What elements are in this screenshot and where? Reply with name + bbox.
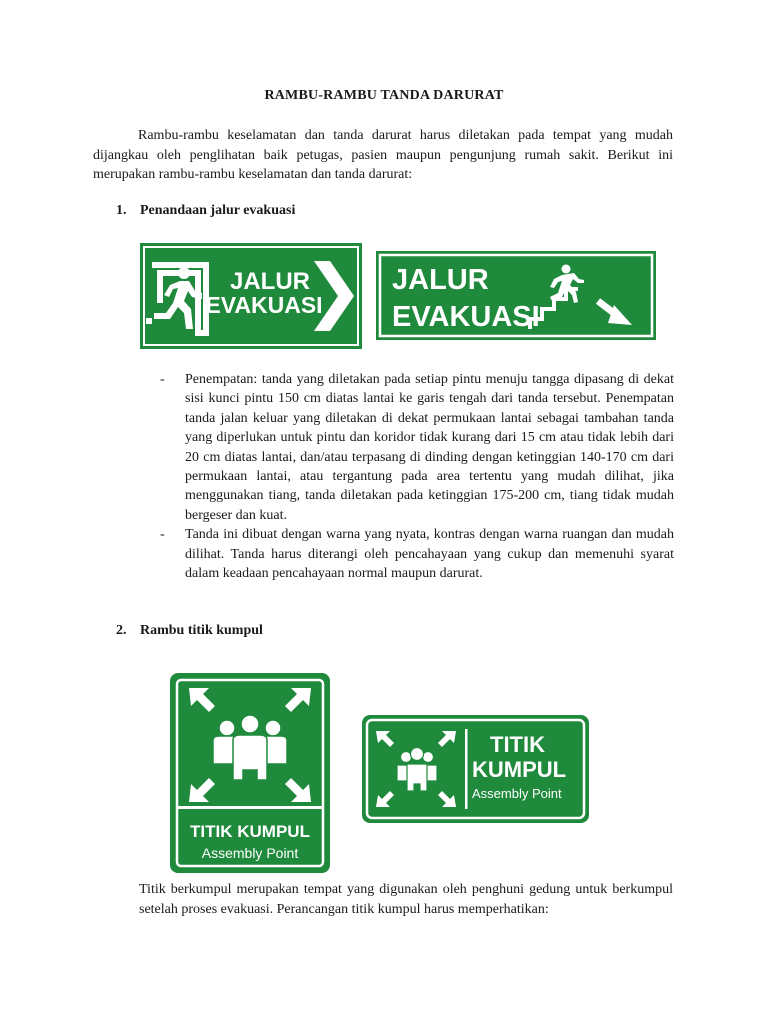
list-item xyxy=(160,525,674,583)
section-number: 1. xyxy=(116,203,127,218)
intro-paragraph: Rambu-rambu keselamatan dan tanda darurat harus diletakan pada tempat yang mudah dijangkau oleh penglihatan baik petugas, pasien maupun pengunjung rumah sakit. Berikut ini merupakan rambu-rambu keselamatan dan tanda darurat: xyxy=(93,128,673,182)
assembly2-line2: KUMPUL xyxy=(472,757,567,782)
assembly2-line1: TITIK xyxy=(490,732,545,757)
assembly-sign-horizontal xyxy=(362,715,589,823)
bullet-marker: - xyxy=(160,372,165,387)
section-number: 2. xyxy=(116,623,127,638)
evacuation-bullet-list xyxy=(160,370,674,583)
list-item xyxy=(160,370,674,525)
assembly1-line1: TITIK KUMPUL xyxy=(190,822,310,841)
evac2-line1: JALUR xyxy=(392,264,489,296)
bullet-marker: - xyxy=(160,527,165,543)
assembly-sign-vertical xyxy=(167,670,333,876)
evac2-line2: EVAKUASI xyxy=(392,301,540,333)
evac1-line2: EVAKUASI xyxy=(205,292,323,318)
assembly1-line2: Assembly Point xyxy=(201,845,299,861)
assembly-paragraph: Titik berkumpul merupakan tempat yang digunakan oleh penghuni gedung untuk berkumpul setelah proses evakuasi. Perancangan titik kumpul harus memperhatikan: xyxy=(139,882,673,917)
bullet-text: Tanda ini dibuat dengan warna yang nyata, kontras dengan warna ruangan dan mudah dilihat. Tanda harus diterangi oleh pencahayaan yang cukup dan memenuhi syarat dalam keadaan pencahayaan normal maupun darurat. xyxy=(185,527,674,582)
bullet-text: Penempatan: tanda yang diletakan pada setiap pintu menuju tangga dipasang di dekat sisi kunci pintu 150 cm diatas lantai ke garis tengah dari tanda tersebut. Penempatan tanda jalan keluar yang diletakan di dekat permukaan lantai sebagai tambahan tanda yang diperlukan untuk pintu dan koridor tidak kurang dari 15 cm atau tidak lebih dari 20 cm diatas lantai, dan/atau terpasang di dinding dengan ketinggian 140-170 cm dari permukaan lantai, atau tergantung pada area tertentu yang mudah dilihat, jika menggunakan tiang, tanda diletakan pada ketinggian 175-200 cm, tiang tidak mudah bergeser dan kuat. xyxy=(185,372,674,523)
assembly2-line3: Assembly Point xyxy=(472,786,562,801)
evac1-line1: JALUR xyxy=(229,268,311,295)
evacuation-sign-2 xyxy=(376,251,656,340)
document-title: RAMBU-RAMBU TANDA DARURAT xyxy=(264,88,504,103)
evacuation-sign-1 xyxy=(140,243,362,349)
section-title: Penandaan jalur evakuasi xyxy=(140,203,296,218)
section-title: Rambu titik kumpul xyxy=(140,623,263,638)
